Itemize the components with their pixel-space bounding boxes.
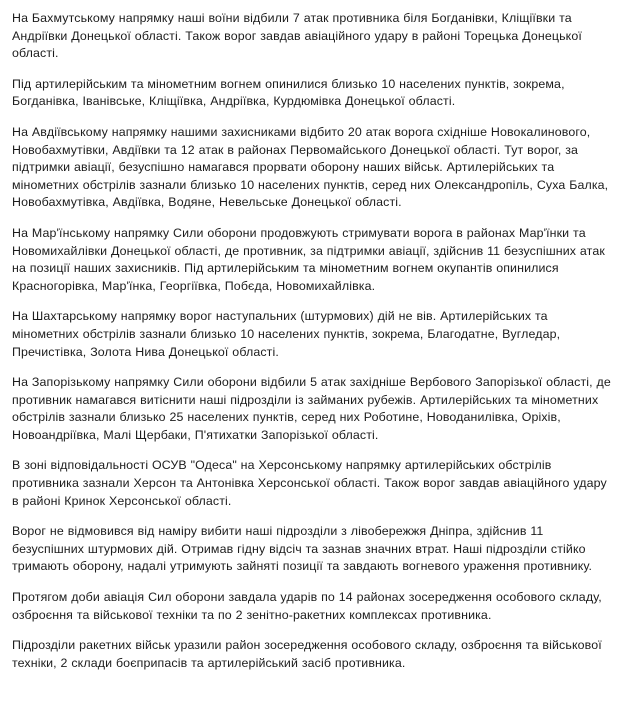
report-paragraph: На Авдіївському напрямку нашими захисниками відбито 20 атак ворога східніше Новокалинового, Новобахмутівки, Авдіївки та 12 атак в районах Первомайського Донецької області. Тут ворог, за підтримки авіації, безуспішно намагався прорвати оборону наших військ. Артилерійських та мінометних обстрілів зазнали близько 10 населених пунктів, серед них Олександропіль, Суха Балка, Новобахмутівка, Авдіївка, Водяне, Невельське Донецької області.: [12, 124, 609, 210]
report-paragraph: На Запорізькому напрямку Сили оборони відбили 5 атак західніше Вербового Запорізької області, де противник намагався витіснити наші підрозділи із займаних рубежів. Артилерійських та мінометних обстрілів зазнали близько 25 населених пунктів, серед них Роботине, Новоданилівка, Оріхів, Новоандріївка, Малі Щербаки, П'ятихатки Запорізької області.: [12, 375, 611, 442]
report-paragraph: На Бахмутському напрямку наші воїни відбили 7 атак противника біля Богданівки, Кліщіївки та Андріївки Донецької області. Також ворог завдав авіаційного удару в районі Торецька Донецької області.: [12, 11, 582, 61]
report-paragraph: Ворог не відмовився від наміру вибити наші підрозділи з лівобережжя Дніпра, здійснив 11 безуспішних штурмових дій. Отримав гідну відсіч та зазнав значних втрат. Наші підрозділи стійко тримають оборону, надалі утримують зайняті позиції та завдають вогневого ураження противнику.: [12, 524, 593, 574]
report-paragraph: На Шахтарському напрямку ворог наступальних (штурмових) дій не вів. Артилерійських та мінометних обстрілів зазнали близько 10 населених пунктів, зокрема, Благодатне, Вугледар, Пречистівка, Золота Нива Донецької області.: [12, 309, 561, 359]
report-paragraph: В зоні відповідальності ОСУВ "Одеса" на Херсонському напрямку артилерійських обстрілів противника зазнали Херсон та Антонівка Херсонської області. Також ворог завдав авіаційного удару в районі Кринок Херсонської області.: [12, 458, 607, 508]
report-paragraph: Протягом доби авіація Сил оборони завдала ударів по 14 районах зосередження особового складу, озброєння та військової техніки та по 2 зенітно-ракетних комплексах противника.: [12, 590, 602, 622]
report-paragraph: Під артилерійським та мінометним вогнем опинилися близько 10 населених пунктів, зокрема, Богданівка, Іванівське, Кліщіївка, Андріївка, Курдюмівка Донецької області.: [12, 76, 565, 109]
report-paragraph: На Мар'їнському напрямку Сили оборони продовжують стримувати ворога в районах Мар'їнки та Новомихайлівки Донецької області, де противник, за підтримки авіації, здійснив 11 безуспішних атак на позиції наших захисників. Під артилерійським та мінометним вогнем окупантів опинилися Красногорівка, Мар'їнка, Георгіївка, Побєда, Новомихайлівка.: [12, 225, 605, 293]
report-paragraph: Підрозділи ракетних військ уразили район зосередження особового складу, озброєння та військової техніки, 2 склади боєприпасів та артилерійський засіб противника.: [12, 638, 602, 670]
